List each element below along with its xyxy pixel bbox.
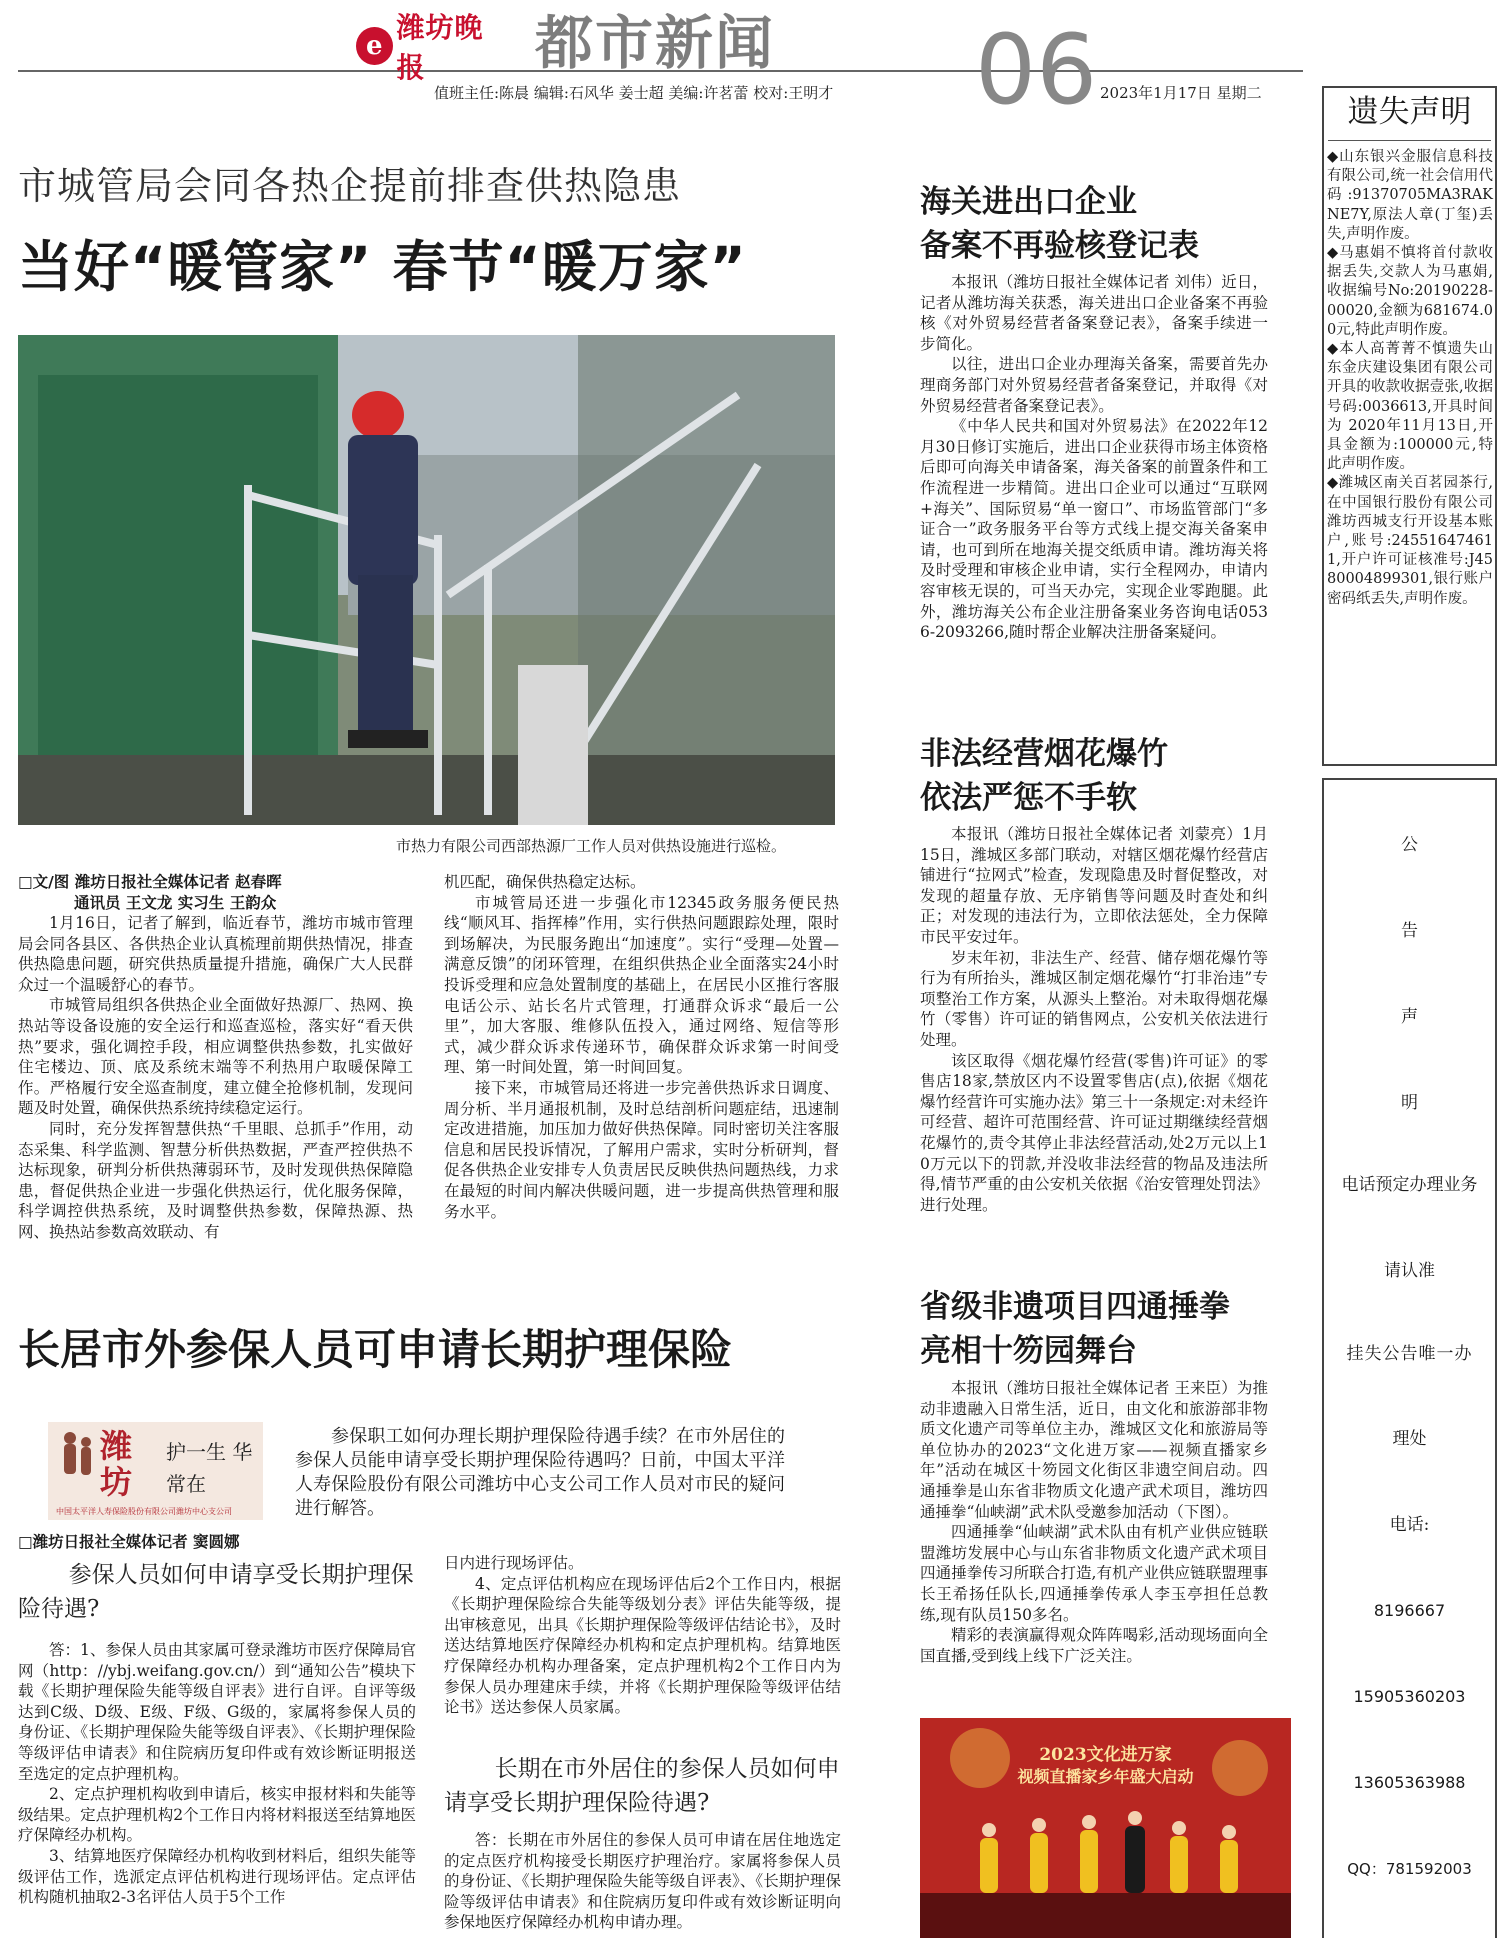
article1-byline-line2: 通讯员 王文龙 实习生 王韵众 (74, 893, 277, 912)
logo-big-text: 潍坊 (100, 1427, 147, 1501)
article4-title (920, 732, 1168, 820)
logo-slogan: 护一生 华常在 (166, 1440, 253, 1496)
article5-photo (920, 1718, 1291, 1938)
article5-title (920, 1285, 1230, 1373)
article1-photo-caption: 市热力有限公司西部热源厂工作人员对供热设施进行巡检。 (396, 837, 787, 855)
paragraph: 该区取得《烟花爆竹经营(零售)许可证》的零售店18家,禁放区内不设置零售店(点),依据《烟花爆竹经营许可实施办法》第三十一条规定:对未经许可经营、超许可范围经营、许可证过期继续经营烟花爆竹的,责令其停止非法经营活动,处2万元以上10万元以下的罚款,并没收非法经营的物品及违法所得,情节严重的由公安机关依据《治安管理处罚法》进行处理。 (920, 1051, 1268, 1214)
article1-column-1 (18, 913, 413, 1243)
section-title: 都市新闻 (535, 9, 776, 77)
article2-title: 长居市外参保人员可申请长期护理保险 (18, 1325, 733, 1374)
paragraph: 同时，充分发挥智慧供热“千里眼、总抓手”作用，动态采集、科学监测、智慧分析供热数据，严查严控供热不达标现象，研判分析供热薄弱环节，及时发现供热保障隐患，督促供热企业进一步强化供热运行，优化服务保障，科学调控供热系统，及时调整供热参数，保障热源、热网、换热站参数高效联动、有 (18, 1119, 413, 1241)
article1-photo (18, 335, 835, 825)
article5-title-line1: 省级非遗项目四通捶拳 (920, 1289, 1230, 1325)
list-item: ◆山东银兴金服信息科技有限公司,统一社会信用代码:91370705MA3RAKNE7Y,原法人章(丁玺)丢失,声明作废。 (1327, 149, 1493, 242)
lost-notice-list (1327, 148, 1493, 609)
notice-char: 告 (1401, 921, 1418, 941)
page-number: 06 (975, 14, 1098, 126)
paragraph: 1月16日，记者了解到，临近春节，潍坊市城市管理局会同各县区、各供热企业认真梳理前期供热情况，排查供热隐患问题，研究供热质量提升措施，确保广大人民群众过一个温暖舒心的春节。 (18, 914, 413, 994)
article1-column-2 (444, 872, 839, 1222)
paragraph: 接下来，市城管局还将进一步完善供热诉求日调度、周分析、半月通报机制，及时总结剖析问题症结，迅速制定改进措施，加压加力做好供热保障。同时密切关注客服信息和居民投诉情况，了解用户需求，实时分析研判，督促各供热企业安排专人负责居民反映供热问题热线，力求在最短的时间内解决供暖问题，进一步提高供热管理和服务水平。 (444, 1078, 839, 1221)
article4-body (920, 824, 1268, 1215)
article1-byline (18, 872, 413, 913)
notice-phone: 8196667 (1373, 1601, 1446, 1620)
issue-date: 2023年1月17日 星期二 (1100, 84, 1262, 102)
photo-banner-line1: 2023文化进万家 (1039, 1745, 1172, 1765)
article2-question-2: 长期在市外居住的参保人员如何申请享受长期护理保险待遇? (444, 1756, 840, 1816)
notice-line: 挂失公告唯一办 (1346, 1344, 1473, 1364)
notice-line: 理处 (1392, 1429, 1427, 1449)
paper-name: 潍坊晚报 (396, 11, 484, 84)
notice-char: 声 (1401, 1007, 1418, 1027)
article1-title: 当好“暖管家” 春节“暖万家” (18, 235, 747, 299)
photo-banner-line2: 视频直播家乡年盛大启动 (1017, 1767, 1194, 1786)
notice-phone: 15905360203 (1353, 1687, 1466, 1706)
article2-column-2b (444, 1830, 841, 1933)
paragraph: 本报讯（潍坊日报社全媒体记者 刘蒙亮）1月15日，潍城区多部门联动，对辖区烟花爆竹经营店铺进行“拉网式”检查，发现隐患及时督促整改，对发现的超量存放、无序销售等问题及时查处和纠正；对发现的违法行为，立即依法惩处，全力保障市民平安过年。 (920, 825, 1268, 946)
article4-title-line2: 依法严惩不手软 (920, 780, 1137, 816)
elderly-couple-icon (58, 1428, 98, 1498)
paragraph: 本报讯（潍坊日报社全媒体记者 刘伟）近日，记者从潍坊海关获悉，海关进出口企业备案不再验核《对外贸易经营者备案登记表》，备案手续进一步简化。 (920, 273, 1268, 353)
notice-phone-label: 电话: (1389, 1515, 1430, 1535)
paragraph: 3、结算地医疗保障经办机构收到材料后，组织失能等级评估工作，选派定点评估机构进行现场评估。定点评估机构随机抽取2-3名评估人员于5个工作 (18, 1846, 416, 1907)
paragraph: 4、定点评估机构应在现场评估后2个工作日内，根据《长期护理保险综合失能等级划分表》评估失能等级，提出审核意见，出具《长期护理保险等级评估结论书》，及时送达结算地医疗保障经办机构和定点护理机构。结算地医疗保障经办机构办理备案，定点护理机构2个工作日内为参保人员办理建床手续，并将《长期护理保险等级评估结论书》送达参保人员家属。 (444, 1574, 841, 1717)
paragraph: 岁末年初，非法生产、经营、储存烟花爆竹等行为有所抬头，潍城区制定烟花爆竹“打非治违”专项整治工作方案，从源头上整治。对未取得烟花爆竹（零售）许可证的销售网点，公安机关依法进行处理。 (920, 948, 1268, 1049)
notice-qq: QQ：781592003 (1347, 1860, 1472, 1878)
article3-title-line1: 海关进出口企业 (920, 184, 1137, 220)
paper-logo-icon: e (356, 27, 393, 65)
paragraph: 市城管局组织各供热企业全面做好热源厂、热网、换热站等设备设施的安全运行和巡查巡检，落实好“看天供热”要求，强化调控手段，相应调整供热参数，扎实做好住宅楼边、顶、底及系统末端等不利热用户取暖保障工作。严格履行安全巡查制度，建立健全抢修机制，发现问题及时处置，确保供热系统持续稳定运行。 (18, 996, 413, 1118)
paragraph: 《中华人民共和国对外贸易法》在2022年12月30日修订实施后，进出口企业获得市场主体资格后即可向海关申请备案，海关备案的前置条件和工作流程进一步精简。进出口企业可以通过“互联网+海关”、国际贸易“单一窗口”、市场监管部门“多证合一”政务服务平台等方式线上提交海关备案申请，也可到所在地海关提交纸质申请。潍坊海关将及时受理和审核企业申请，实行全程网办，申请内容审核无误的，可当天办完，实现企业零跑腿。此外，潍坊海关公布企业注册备案业务咨询电话0536-2093266,随时帮企业解决注册备案疑问。 (920, 417, 1268, 642)
article1-kicker: 市城管局会同各热企提前排查供热隐患 (18, 164, 682, 208)
article5-body (920, 1378, 1268, 1666)
paragraph: 四通捶拳“仙峡湖”武术队由有机产业供应链联盟潍坊发展中心与山东省非物质文化遗产武术项目四通捶拳传习所联合打造,有机产业供应链联盟理事长王希扬任队长,四通捶拳传承人李玉亭担任总教练,现有队员150多名。 (920, 1523, 1268, 1624)
paragraph: 市城管局还进一步强化市12345政务服务便民热线“顺风耳、指挥棒”作用，实行供热问题跟踪处理，限时到场解决，为民服务跑出“加速度”。实行“受理—处置—满意反馈”的闭环管理，在组织供热企业全面落实24小时投诉受理和应急处置制度的基础上，在居民小区推行客服电话公示、站长名片式管理，打通群众诉求“最后一公里”，加大客服、维修队伍投入，通过网络、短信等形式，减少群众诉求传递环节，确保群众诉求第一时间受理、第一时间处置，第一时间回复。 (444, 893, 839, 1077)
paragraph: 本报讯（潍坊日报社全媒体记者 王来臣）为推动非遗融入日常生活，近日，由文化和旅游部非物质文化遗产司等单位主办，潍城区文化和旅游局等单位协办的2023“文化进万家——视频直播家乡年”活动在城区十笏园文化街区非遗空间启动。四通捶拳是山东省非物质文化遗产武术项目，潍坊四通捶拳“仙峡湖”武术队受邀参加活动（下图）。 (920, 1379, 1268, 1521)
heating-inspection-photo (18, 335, 835, 825)
article3-title (920, 180, 1199, 268)
article2-byline: □潍坊日报社全媒体记者 窦圆娜 (18, 1533, 240, 1551)
article2-column-1 (18, 1640, 416, 1908)
logo-subtext: 中国太平洋人寿保险股份有限公司潍坊中心支公司 (56, 1507, 232, 1516)
article3-title-line2: 备案不再验核登记表 (920, 228, 1199, 264)
notice-char: 明 (1401, 1093, 1418, 1113)
article5-title-line2: 亮相十笏园舞台 (920, 1333, 1137, 1369)
notice-line: 电话预定办理业务 (1341, 1175, 1478, 1195)
lost-notice-rule (1328, 140, 1491, 141)
article1-byline-line1: □文/图 潍坊日报社全媒体记者 赵春晖 (18, 873, 282, 891)
list-item: ◆本人高菁菁不慎遗失山东金庆建设集团有限公司开具的收款收据壹张,收据号码:0036613,开具时间为 2020年11月13日,开具金额为:100000元,特此声明作废。 (1327, 341, 1493, 473)
insurance-logo (48, 1422, 263, 1520)
paragraph: 机匹配，确保供热稳定达标。 (444, 873, 646, 891)
paragraph: 日内进行现场评估。 (444, 1554, 584, 1572)
paragraph: 精彩的表演赢得观众阵阵喝彩,活动现场面向全国直播,受到线上线下广泛关注。 (920, 1626, 1268, 1665)
paragraph: 2、定点护理机构收到申请后，核实申报材料和失能等级结果。定点护理机构2个工作日内将材料报送至结算地医疗保障经办机构。 (18, 1785, 416, 1845)
list-item: ◆潍城区南关百茗园茶行,在中国银行股份有限公司潍坊西城支行开设基本账户,账号:245516474611,开户许可证核准号:J4580004899301,银行账户密码纸丢失,声明作废。 (1327, 475, 1493, 607)
article3-body (920, 272, 1268, 643)
list-item: ◆马惠娟不慎将首付款收据丢失,交款人为马惠娟,收据编号No:20190228-00020,金额为681674.00元,特此声明作废。 (1327, 245, 1493, 338)
article2-intro: 参保职工如何办理长期护理保险待遇手续？在市外居住的参保人员能申请享受长期护理保险待遇吗？日前，中国太平洋人寿保险股份有限公司潍坊中心支公司工作人员对市民的疑问进行解答。 (295, 1426, 785, 1519)
paper-logo (356, 11, 508, 84)
notice-char: 公 (1401, 835, 1418, 855)
paragraph: 以往，进出口企业办理海关备案，需要首先办理商务部门对外贸易经营者备案登记，并取得《对外贸易经营者备案登记表》。 (920, 355, 1268, 415)
staff-line: 值班主任:陈晨 编辑:石风华 姜士超 美编:许茗蕾 校对:王明才 (434, 84, 834, 102)
paragraph: 答：1、参保人员由其家属可登录潍坊市医疗保障局官网（http：//ybj.weifang.gov.cn/）到“通知公告”模块下载《长期护理保险失能等级自评表》进行自评。自评等级达到C级、D级、E级、F级、G级的，家属将参保人员的身份证、《长期护理保险失能等级自评表》、《长期护理保险等级评估申请表》和住院病历复印件或有效诊断证明报送至选定的定点护理机构。 (18, 1641, 416, 1783)
paragraph: 答：长期在市外居住的参保人员可申请在居住地选定的定点医疗机构接受长期医疗护理治疗。家属将参保人员的身份证、《长期护理保险失能等级自评表》、《长期护理保险等级评估申请表》和住院病历复印件或有效诊断证明向参保地医疗保障经办机构申请办理。 (444, 1831, 841, 1932)
article2-question-1: 参保人员如何申请享受长期护理保险待遇? (18, 1562, 414, 1622)
notice-line: 请认准 (1384, 1261, 1435, 1281)
lost-notice-title: 遗失声明 (1347, 94, 1472, 130)
notice-phone: 13605363988 (1353, 1773, 1466, 1792)
article2-column-2 (444, 1553, 841, 1718)
article4-title-line1: 非法经营烟花爆竹 (920, 736, 1168, 772)
